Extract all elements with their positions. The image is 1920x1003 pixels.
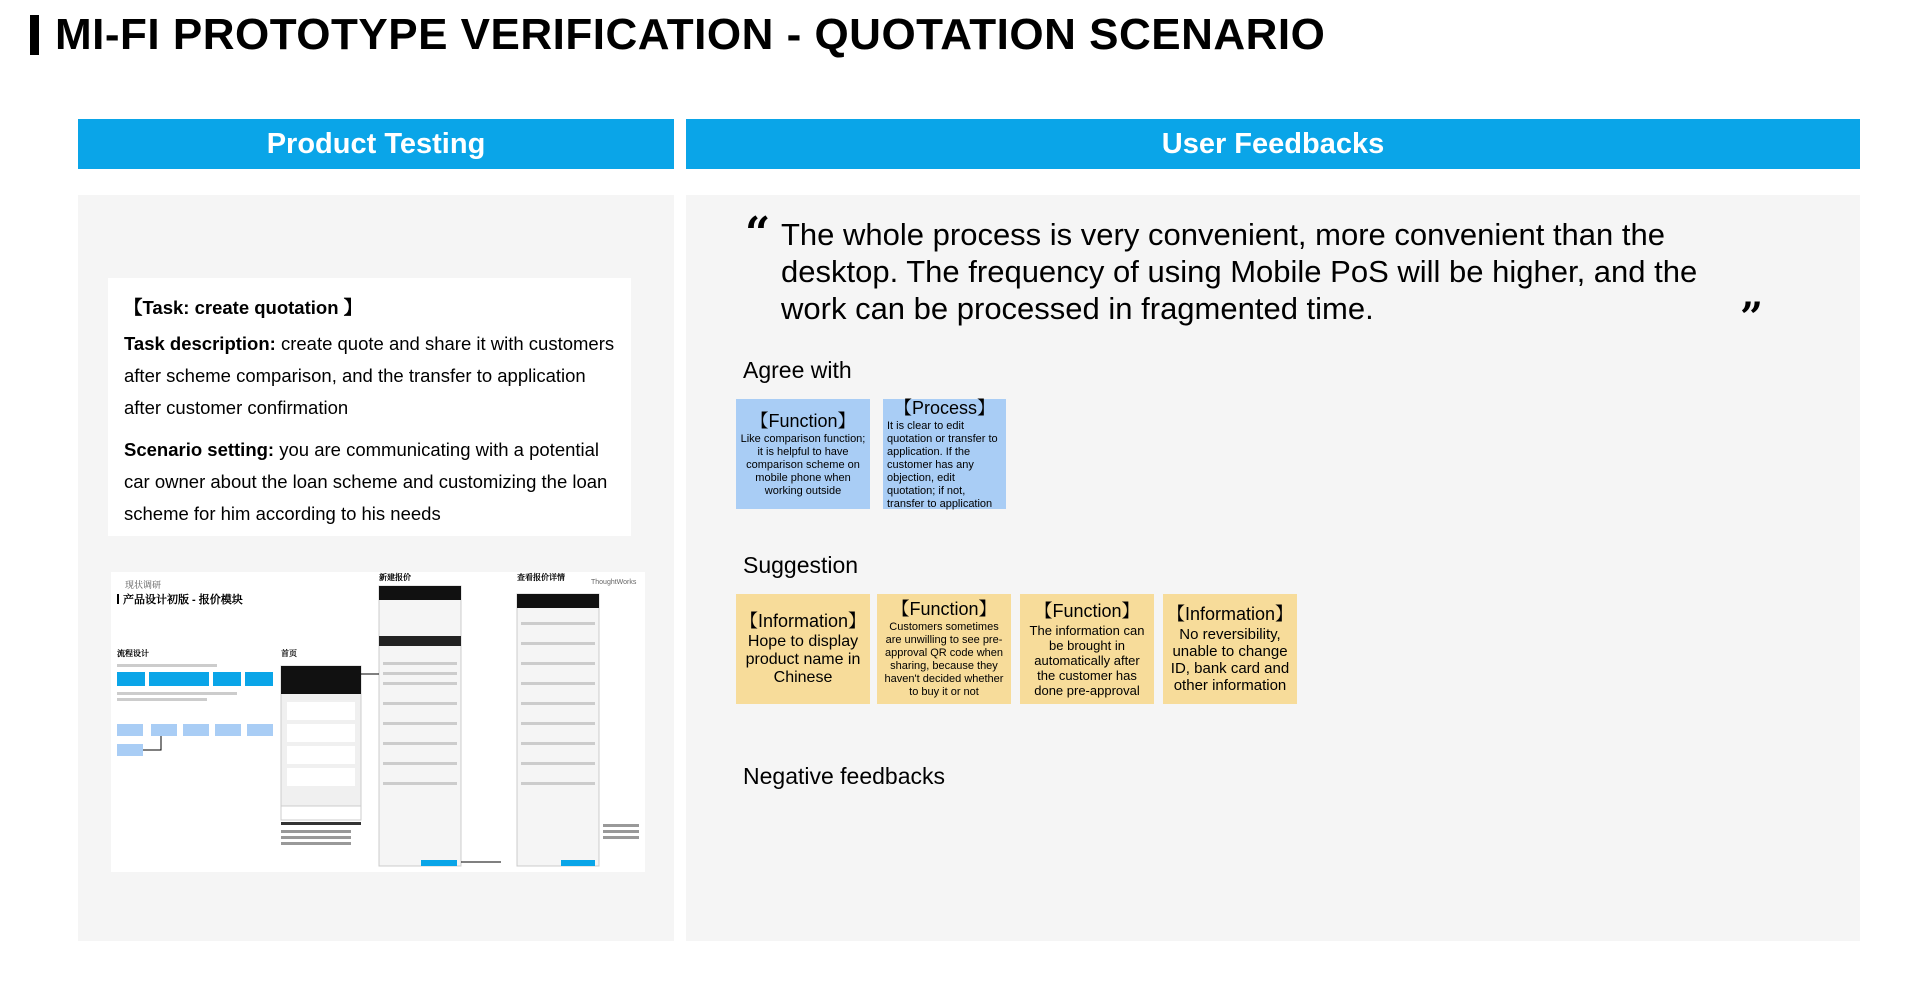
detail-label: 查看报价详情	[517, 573, 565, 582]
suggestion-note-body: No reversibility, unable to change ID, bank card and other information	[1170, 626, 1290, 694]
quote-close-mark: ”	[1740, 294, 1764, 341]
flow-label: 流程设计	[117, 649, 149, 658]
suggestion-note-function-2	[1020, 594, 1154, 704]
user-quote: The whole process is very convenient, more convenient than the desktop. The frequency of using Mobile PoS will be higher, and the work can be processed in fragmented time.	[781, 217, 1698, 326]
negative-feedbacks-label: Negative feedbacks	[743, 763, 946, 789]
product-testing-header: Product Testing	[78, 119, 674, 169]
agree-with-label: Agree with	[743, 357, 852, 383]
agree-note-title: 【Process】	[893, 397, 996, 418]
agree-note-body: It is clear to edit quotation or transfer to application. If the customer has any objection, edit quotation; if not, transfer to application	[887, 419, 998, 510]
suggestion-note-title: 【Function】	[1034, 600, 1140, 621]
suggestion-note-title: 【Information】	[1166, 604, 1294, 624]
suggestion-note-function	[877, 594, 1011, 704]
new-quote-label: 新建报价	[379, 573, 411, 582]
task-title: 【Task: create quotation 】	[124, 297, 363, 318]
user-feedbacks-header: User Feedbacks	[686, 119, 1860, 169]
task-card	[108, 278, 631, 536]
module-title: 产品设计初版 - 报价模块	[123, 594, 243, 606]
task-description-label: Task description:	[124, 333, 276, 354]
suggestion-note-title: 【Information】	[739, 611, 867, 631]
page-title: MI-FI PROTOTYPE VERIFICATION - QUOTATION SCENARIO	[55, 10, 1326, 59]
task-description	[124, 328, 615, 424]
brand-label: ThoughtWorks	[591, 579, 637, 586]
prototype-wireframe	[111, 572, 645, 872]
research-label: 现状调研	[125, 580, 162, 590]
suggestion-note-title: 【Function】	[891, 599, 997, 619]
quote-open-mark: “	[745, 208, 771, 259]
home-label: 首页	[281, 649, 297, 658]
task-description-text: create quote and share it with customers after scheme comparison, and the transfer to application after customer confirmation	[124, 333, 615, 418]
suggestion-note-information	[736, 594, 870, 704]
suggestion-note-body: Hope to display product name in Chinese	[745, 633, 861, 686]
prototype-screenshot	[111, 572, 645, 872]
scenario-setting-label: Scenario setting:	[124, 439, 275, 460]
suggestion-note-body: Customers sometimes are unwilling to see pre-approval QR code when sharing, because they haven't decided whether to buy it or not	[884, 621, 1004, 698]
page-title-wrap	[30, 10, 1325, 60]
scenario-setting	[124, 434, 615, 530]
title-accent-bar	[30, 15, 39, 55]
suggestion-note-information-2	[1163, 594, 1297, 704]
agree-note-title: 【Function】	[750, 410, 856, 431]
scenario-setting-text: you are communicating with a potential car owner about the loan scheme and customizing the loan scheme for him according to his needs	[124, 439, 608, 524]
suggestion-label: Suggestion	[743, 552, 859, 578]
suggestion-note-body: The information can be brought in automatically after the customer has done pre-approval	[1029, 622, 1145, 698]
agree-note-body: Like comparison function; it is helpful to have comparison scheme on mobile phone when working outside	[740, 432, 866, 497]
agree-note-function	[736, 399, 870, 509]
agree-note-process	[883, 399, 1006, 509]
